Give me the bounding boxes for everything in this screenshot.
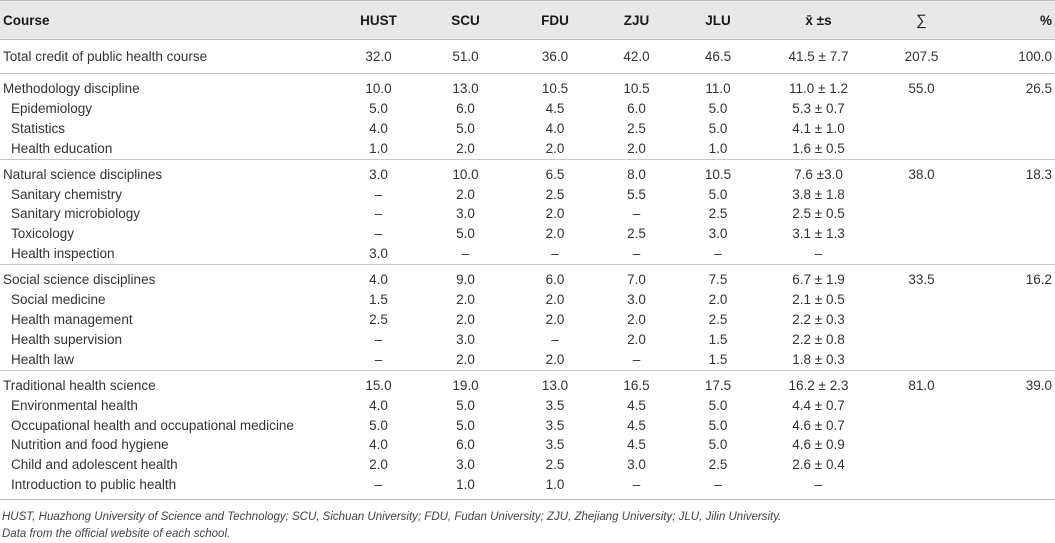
cell-fdu: 2.0 — [545, 206, 565, 222]
cell-scu: 2.0 — [456, 351, 475, 367]
table-row-total — [0, 40, 1055, 74]
row-label: Child and adolescent health — [11, 457, 178, 473]
cell-jlu: – — [677, 475, 759, 499]
cell-hust: 15.0 — [340, 370, 417, 395]
cell-percent: 100.0 — [965, 40, 1055, 74]
cell-mean-sd: 4.6 ± 0.9 — [792, 437, 845, 453]
table-row-group — [0, 370, 1055, 395]
cell-zju: 4.5 — [627, 417, 646, 433]
cell-scu: 2.0 — [456, 311, 475, 327]
cell-scu: 51.0 — [417, 40, 514, 74]
cell-zju: 6.0 — [627, 100, 646, 116]
table-footnotes — [0, 509, 1055, 543]
cell-hust: 4.0 — [369, 120, 388, 136]
header-jlu: JLU — [677, 1, 759, 40]
cell-mean-sd: 16.2 ± 2.3 — [759, 370, 878, 395]
header-fdu: FDU — [514, 1, 596, 40]
cell-fdu: 2.0 — [545, 226, 565, 242]
footnote-source: Data from the official website of each school. — [2, 528, 231, 541]
cell-zju: 2.5 — [627, 120, 646, 136]
cell-zju: 7.0 — [596, 265, 677, 290]
cell-mean-sd: – — [814, 246, 823, 262]
cell-hust: 1.5 — [369, 292, 388, 308]
row-label: Introduction to public health — [0, 475, 340, 499]
cell-jlu: 1.0 — [708, 140, 728, 156]
cell-percent: 26.5 — [1025, 81, 1052, 96]
cell-fdu: 10.5 — [541, 81, 569, 96]
cell-mean-sd: 7.6 ±3.0 — [759, 159, 878, 184]
table-row — [0, 330, 1055, 350]
cell-jlu: 5.0 — [708, 120, 728, 136]
cell-hust: 4.0 — [340, 265, 417, 290]
cell-hust: 5.0 — [369, 100, 388, 116]
cell-jlu: 5.0 — [708, 437, 728, 453]
cell-scu: 10.0 — [417, 159, 514, 184]
cell-fdu: 3.5 — [545, 437, 565, 453]
cell-zju: 3.0 — [627, 292, 646, 308]
cell-sum: 81.0 — [878, 370, 965, 395]
cell-fdu: 2.0 — [545, 140, 565, 156]
cell-jlu: 2.5 — [708, 206, 728, 222]
row-label: Health management — [11, 311, 133, 327]
cell-fdu: 3.5 — [545, 417, 565, 433]
row-label: Natural science disciplines — [0, 159, 340, 184]
cell-jlu: – — [714, 246, 722, 262]
cell-hust: – — [374, 206, 383, 222]
table-row — [0, 396, 1055, 416]
cell-hust: 2.5 — [369, 311, 388, 327]
cell-fdu: 1.0 — [514, 475, 596, 499]
cell-jlu: 5.0 — [708, 186, 728, 202]
cell-mean-sd: 2.5 ± 0.5 — [792, 206, 845, 222]
table-row — [0, 204, 1055, 224]
cell-zju: 16.5 — [596, 370, 677, 395]
cell-jlu: 5.0 — [708, 100, 728, 116]
header-scu: SCU — [417, 1, 514, 40]
header-zju: ZJU — [596, 1, 677, 40]
cell-sum: 33.5 — [878, 265, 965, 290]
cell-scu: 6.0 — [456, 437, 475, 453]
cell-fdu: 6.0 — [514, 265, 596, 290]
cell-mean-sd: 6.7 ± 1.9 — [759, 265, 878, 290]
row-label: Health supervision — [11, 331, 123, 347]
cell-scu: 5.0 — [456, 226, 475, 242]
cell-scu: 5.0 — [456, 120, 475, 136]
cell-scu: 2.0 — [456, 140, 475, 156]
table-row — [0, 290, 1055, 310]
cell-scu: 19.0 — [417, 370, 514, 395]
cell-mean-sd: 1.6 ± 0.5 — [792, 140, 845, 156]
row-label: Social medicine — [11, 292, 106, 308]
cell-fdu: – — [551, 246, 559, 262]
table-row — [0, 455, 1055, 475]
cell-scu: – — [461, 246, 470, 262]
cell-hust: 5.0 — [369, 417, 388, 433]
row-label: Traditional health science — [0, 370, 340, 395]
cell-zju: 2.0 — [627, 311, 646, 327]
table-row — [0, 224, 1055, 244]
table-row — [0, 475, 1055, 499]
cell-mean-sd: 4.1 ± 1.0 — [792, 120, 845, 136]
cell-scu: 3.0 — [456, 457, 475, 473]
table-row-group — [0, 159, 1055, 184]
cell-zju: 5.5 — [627, 186, 646, 202]
cell-fdu: – — [551, 331, 559, 347]
table-row — [0, 139, 1055, 159]
cell-hust: – — [374, 186, 383, 202]
cell-fdu: 2.5 — [545, 186, 565, 202]
table-row — [0, 99, 1055, 119]
cell-hust: 32.0 — [340, 40, 417, 74]
table-row — [0, 416, 1055, 436]
cell-fdu: 2.0 — [545, 351, 565, 367]
cell-scu: 2.0 — [456, 186, 475, 202]
row-label: Toxicology — [11, 226, 75, 242]
cell-mean-sd: – — [759, 475, 878, 499]
cell-hust: 3.0 — [340, 159, 417, 184]
cell-scu: 13.0 — [452, 81, 479, 96]
row-label: Nutrition and food hygiene — [11, 437, 169, 453]
cell-fdu: 13.0 — [514, 370, 596, 395]
row-label: Health law — [11, 351, 75, 367]
row-label: Statistics — [11, 120, 66, 136]
cell-scu: 5.0 — [456, 397, 475, 413]
cell-scu: 6.0 — [456, 100, 475, 116]
cell-mean-sd: 3.8 ± 1.8 — [792, 186, 845, 202]
row-label: Total credit of public health course — [0, 40, 340, 74]
cell-jlu: 7.5 — [677, 265, 759, 290]
cell-percent: 39.0 — [965, 370, 1055, 395]
cell-mean-sd: 4.6 ± 0.7 — [792, 417, 845, 433]
cell-zju: 3.0 — [627, 457, 646, 473]
header-course: Course — [0, 1, 340, 40]
cell-zju: 2.0 — [627, 140, 646, 156]
table-row-group — [0, 265, 1055, 290]
cell-scu: 3.0 — [456, 331, 475, 347]
cell-jlu: 5.0 — [708, 417, 728, 433]
cell-hust: – — [374, 226, 383, 242]
cell-hust: 4.0 — [369, 397, 388, 413]
row-label: Health inspection — [11, 246, 115, 262]
cell-zju: 2.0 — [627, 331, 646, 347]
cell-percent: 16.2 — [965, 265, 1055, 290]
row-label: Health education — [11, 140, 113, 156]
table-row — [0, 435, 1055, 455]
row-label: Social science disciplines — [0, 265, 340, 290]
cell-mean-sd: 2.1 ± 0.5 — [792, 292, 845, 308]
cell-fdu: 2.5 — [545, 457, 565, 473]
cell-zju: – — [596, 475, 677, 499]
cell-fdu: 6.5 — [514, 159, 596, 184]
row-label: Methodology discipline — [3, 81, 140, 96]
table-header-row — [0, 1, 1055, 40]
cell-zju: – — [632, 246, 641, 262]
cell-jlu: 11.0 — [705, 81, 731, 96]
cell-jlu: 1.5 — [708, 351, 728, 367]
cell-jlu: 3.0 — [708, 226, 728, 242]
cell-jlu: 2.0 — [708, 292, 728, 308]
cell-zju: 2.5 — [627, 226, 646, 242]
header-hust: HUST — [340, 1, 417, 40]
table-row — [0, 185, 1055, 205]
cell-sum: 207.5 — [878, 40, 965, 74]
cell-jlu: 1.5 — [708, 331, 728, 347]
cell-jlu: 2.5 — [708, 311, 728, 327]
cell-zju: 10.5 — [623, 81, 650, 96]
cell-zju: – — [632, 351, 641, 367]
cell-hust: – — [374, 331, 383, 347]
table-row-group — [0, 74, 1055, 99]
cell-percent: 18.3 — [965, 159, 1055, 184]
table-row — [0, 119, 1055, 139]
cell-fdu: 36.0 — [514, 40, 596, 74]
cell-hust: 10.0 — [365, 81, 392, 96]
cell-zju: 4.5 — [627, 437, 646, 453]
row-label: Environmental health — [11, 397, 138, 413]
header-sum: ∑ — [878, 1, 965, 40]
cell-mean-sd: 2.6 ± 0.4 — [792, 457, 845, 473]
cell-scu: 3.0 — [456, 206, 475, 222]
footnote-abbreviations: HUST, Huazhong University of Science and Technology; SCU, Sichuan University; FDU, Fudan University; ZJU, Zhejiang University; JLU, Jilin University. — [2, 511, 782, 524]
table-row — [0, 310, 1055, 330]
cell-jlu: 2.5 — [708, 457, 728, 473]
cell-mean-sd: 41.5 ± 7.7 — [759, 40, 878, 74]
header-percent: % — [965, 1, 1055, 40]
cell-mean-sd: 1.8 ± 0.3 — [792, 351, 845, 367]
row-label: Epidemiology — [11, 100, 93, 116]
cell-sum: 38.0 — [878, 159, 965, 184]
cell-scu: 5.0 — [456, 417, 475, 433]
cell-hust: 3.0 — [369, 246, 388, 262]
cell-hust: – — [340, 475, 417, 499]
cell-fdu: 4.0 — [545, 120, 565, 136]
cell-mean-sd: 4.4 ± 0.7 — [792, 397, 845, 413]
cell-hust: 2.0 — [369, 457, 388, 473]
cell-sum: 55.0 — [908, 81, 935, 96]
cell-hust: – — [374, 351, 383, 367]
cell-zju: 8.0 — [596, 159, 677, 184]
cell-fdu: 3.5 — [545, 397, 565, 413]
row-label: Sanitary chemistry — [11, 186, 123, 202]
cell-zju: 4.5 — [627, 397, 646, 413]
row-label: Sanitary microbiology — [11, 206, 141, 222]
row-label: Occupational health and occupational medicine — [11, 417, 294, 433]
cell-jlu: 5.0 — [708, 397, 728, 413]
cell-hust: 4.0 — [369, 437, 388, 453]
cell-mean-sd: 2.2 ± 0.8 — [792, 331, 845, 347]
cell-zju: – — [632, 206, 641, 222]
cell-jlu: 10.5 — [677, 159, 759, 184]
cell-scu: 2.0 — [456, 292, 475, 308]
cell-zju: 42.0 — [596, 40, 677, 74]
cell-mean-sd: 2.2 ± 0.3 — [792, 311, 845, 327]
cell-jlu: 17.5 — [677, 370, 759, 395]
cell-jlu: 46.5 — [677, 40, 759, 74]
table-row — [0, 350, 1055, 370]
cell-scu: 1.0 — [417, 475, 514, 499]
cell-mean-sd: 3.1 ± 1.3 — [792, 226, 845, 242]
cell-mean-sd: 11.0 ± 1.2 — [789, 81, 848, 96]
cell-fdu: 4.5 — [545, 100, 565, 116]
cell-fdu: 2.0 — [545, 311, 565, 327]
header-mean-sd: x̄ ±s — [759, 1, 878, 40]
cell-scu: 9.0 — [417, 265, 514, 290]
cell-fdu: 2.0 — [545, 292, 565, 308]
cell-mean-sd: 5.3 ± 0.7 — [792, 100, 845, 116]
cell-hust: 1.0 — [369, 140, 388, 156]
table-row — [0, 244, 1055, 264]
